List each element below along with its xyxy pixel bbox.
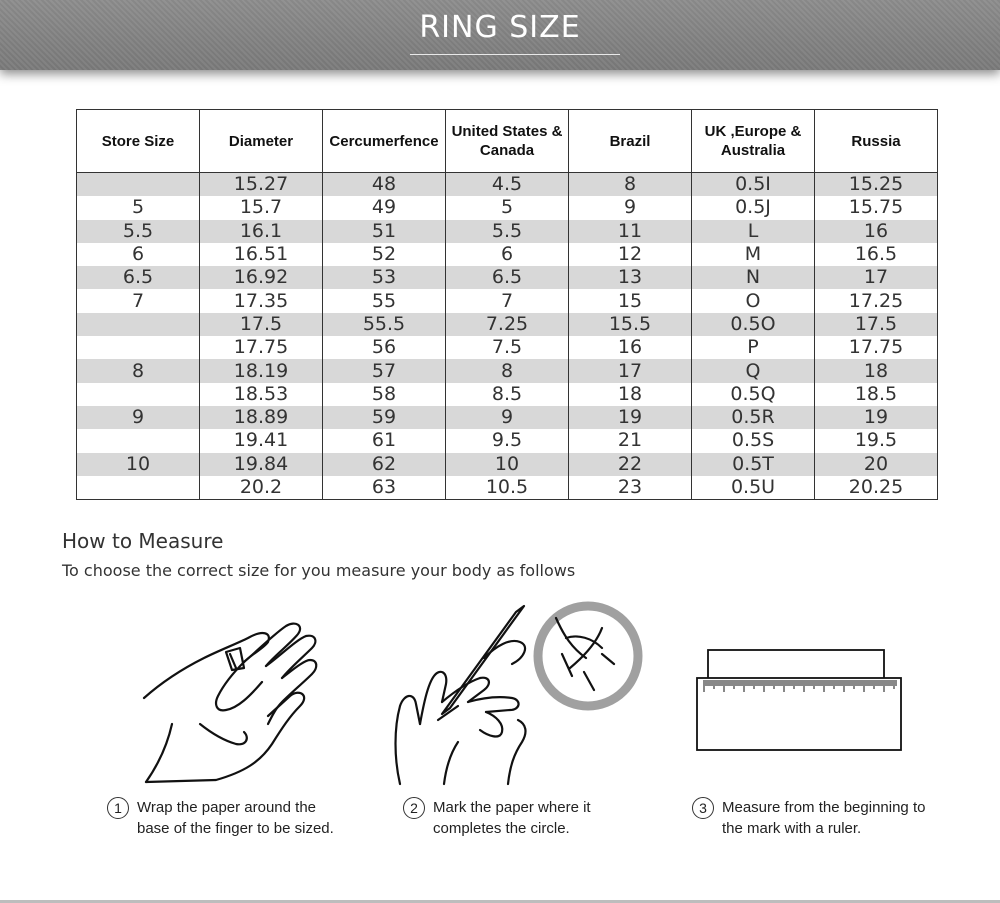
- ruler-illustration: [694, 646, 904, 754]
- table-row: [77, 476, 938, 500]
- table-cell: 10: [446, 453, 569, 476]
- table-cell: 0.5O: [692, 313, 815, 336]
- table-cell: 49: [323, 196, 446, 219]
- table-cell: 19.5: [815, 429, 938, 452]
- column-header: [815, 110, 938, 173]
- table-cell: 9: [569, 196, 692, 219]
- table-cell: 0.5I: [692, 173, 815, 197]
- table-cell: [77, 336, 200, 359]
- ring-size-table: [76, 109, 938, 500]
- column-header-line: Brazil: [609, 132, 651, 150]
- table-row: [77, 336, 938, 359]
- step-text-line: Measure from the beginning to: [722, 799, 926, 816]
- step-text-line: Mark the paper where it: [433, 799, 591, 816]
- table-cell: 16: [569, 336, 692, 359]
- table-cell: 9.5: [446, 429, 569, 452]
- table-cell: 16.51: [200, 243, 323, 266]
- table-row: [77, 196, 938, 219]
- table-row: [77, 406, 938, 429]
- table-cell: 8: [569, 173, 692, 197]
- table-row: [77, 173, 938, 197]
- column-header: [200, 110, 323, 173]
- column-header-line: Diameter: [228, 132, 294, 150]
- table-cell: 56: [323, 336, 446, 359]
- step-number: 1: [107, 797, 129, 819]
- table-row: [77, 429, 938, 452]
- table-cell: 18: [815, 359, 938, 382]
- column-header: [446, 110, 569, 173]
- banner-underline: [410, 54, 620, 55]
- table-cell: 22: [569, 453, 692, 476]
- table-cell: 10.5: [446, 476, 569, 500]
- table-cell: 57: [323, 359, 446, 382]
- table-cell: 0.5S: [692, 429, 815, 452]
- table-header-row: [77, 110, 938, 173]
- table-cell: 15.75: [815, 196, 938, 219]
- table-cell: O: [692, 289, 815, 312]
- table-cell: 6.5: [77, 266, 200, 289]
- table-row: [77, 453, 938, 476]
- table-row: [77, 359, 938, 382]
- table-cell: 20.25: [815, 476, 938, 500]
- step-number: 2: [403, 797, 425, 819]
- table-cell: 16.1: [200, 220, 323, 243]
- table-body: [77, 173, 938, 500]
- step-number: 3: [692, 797, 714, 819]
- table-cell: 15.7: [200, 196, 323, 219]
- column-header-line: Australia: [720, 142, 786, 159]
- table-cell: 15.5: [569, 313, 692, 336]
- table-cell: 62: [323, 453, 446, 476]
- table-cell: 63: [323, 476, 446, 500]
- table-cell: 17.75: [815, 336, 938, 359]
- table-cell: 8: [446, 359, 569, 382]
- table-cell: 8.5: [446, 383, 569, 406]
- table-cell: 5: [446, 196, 569, 219]
- table-cell: 16: [815, 220, 938, 243]
- table-cell: [77, 476, 200, 500]
- table-cell: 5: [77, 196, 200, 219]
- column-header: [569, 110, 692, 173]
- table-cell: 0.5Q: [692, 383, 815, 406]
- table-cell: 4.5: [446, 173, 569, 197]
- table-cell: 7.25: [446, 313, 569, 336]
- table-cell: 9: [446, 406, 569, 429]
- table-cell: 15.27: [200, 173, 323, 197]
- table-row: [77, 266, 938, 289]
- hand-mark-illustration: [388, 598, 644, 786]
- table-cell: 55.5: [323, 313, 446, 336]
- table-cell: 53: [323, 266, 446, 289]
- column-header-line: Store Size: [101, 132, 175, 150]
- table-cell: 18.89: [200, 406, 323, 429]
- table-cell: 5.5: [446, 220, 569, 243]
- table-cell: 6.5: [446, 266, 569, 289]
- table-cell: 55: [323, 289, 446, 312]
- step-text-line: Wrap the paper around the: [137, 799, 317, 816]
- column-header: [323, 110, 446, 173]
- table-cell: 16.92: [200, 266, 323, 289]
- table-cell: 18.19: [200, 359, 323, 382]
- table-cell: Q: [692, 359, 815, 382]
- step-text-line: base of the finger to be sized.: [137, 820, 334, 837]
- title-banner: [0, 0, 1000, 70]
- table-cell: 17.35: [200, 289, 323, 312]
- how-to-measure-heading: How to Measure: [62, 529, 224, 553]
- how-to-measure-subtitle: To choose the correct size for you measure your body as follows: [62, 561, 576, 580]
- step-text-line: the mark with a ruler.: [722, 820, 862, 837]
- table-row: [77, 383, 938, 406]
- table-cell: 17: [815, 266, 938, 289]
- table-cell: 0.5U: [692, 476, 815, 500]
- table-cell: 7.5: [446, 336, 569, 359]
- column-header-line: Cercumerfence: [329, 132, 439, 150]
- table-cell: 15: [569, 289, 692, 312]
- step-2: [403, 797, 643, 841]
- table-cell: 58: [323, 383, 446, 406]
- table-cell: 19: [569, 406, 692, 429]
- table-cell: 17.5: [200, 313, 323, 336]
- table-cell: 0.5R: [692, 406, 815, 429]
- table-row: [77, 289, 938, 312]
- column-header: [692, 110, 815, 173]
- table-cell: 23: [569, 476, 692, 500]
- table-cell: 6: [77, 243, 200, 266]
- table-cell: 5.5: [77, 220, 200, 243]
- table-cell: 61: [323, 429, 446, 452]
- table-cell: 19.84: [200, 453, 323, 476]
- banner-title: RING SIZE: [419, 10, 581, 45]
- table-cell: 52: [323, 243, 446, 266]
- table-cell: 11: [569, 220, 692, 243]
- table-row: [77, 220, 938, 243]
- step-3: [692, 797, 952, 841]
- table-cell: 20.2: [200, 476, 323, 500]
- table-cell: N: [692, 266, 815, 289]
- column-header: [77, 110, 200, 173]
- table-cell: 0.5J: [692, 196, 815, 219]
- table-cell: [77, 173, 200, 197]
- table-cell: 51: [323, 220, 446, 243]
- table-cell: 7: [446, 289, 569, 312]
- table-cell: 9: [77, 406, 200, 429]
- column-header-line: United States &: [451, 123, 563, 140]
- hand-wrap-illustration: [140, 612, 340, 787]
- step-text-line: completes the circle.: [433, 820, 570, 837]
- step-1: [107, 797, 367, 841]
- column-header-line: Russia: [851, 132, 901, 150]
- table-cell: L: [692, 220, 815, 243]
- table-cell: 19: [815, 406, 938, 429]
- table-cell: 7: [77, 289, 200, 312]
- table-cell: 16.5: [815, 243, 938, 266]
- table-cell: 6: [446, 243, 569, 266]
- table-cell: 13: [569, 266, 692, 289]
- table-cell: 10: [77, 453, 200, 476]
- table-cell: 17: [569, 359, 692, 382]
- table-cell: 17.75: [200, 336, 323, 359]
- table-cell: [77, 429, 200, 452]
- table-row: [77, 313, 938, 336]
- table-cell: 18.5: [815, 383, 938, 406]
- column-header-line: UK ,Europe &: [704, 123, 802, 140]
- table-cell: 8: [77, 359, 200, 382]
- table-cell: 19.41: [200, 429, 323, 452]
- table-cell: [77, 383, 200, 406]
- table-cell: 18: [569, 383, 692, 406]
- table-cell: M: [692, 243, 815, 266]
- table-cell: 17.25: [815, 289, 938, 312]
- table-cell: 21: [569, 429, 692, 452]
- table-cell: 48: [323, 173, 446, 197]
- table-cell: 15.25: [815, 173, 938, 197]
- table-cell: 17.5: [815, 313, 938, 336]
- table-cell: 18.53: [200, 383, 323, 406]
- table-cell: [77, 313, 200, 336]
- table-cell: P: [692, 336, 815, 359]
- table-cell: 0.5T: [692, 453, 815, 476]
- table-row: [77, 243, 938, 266]
- table-cell: 59: [323, 406, 446, 429]
- table-cell: 12: [569, 243, 692, 266]
- column-header-line: Canada: [479, 142, 535, 159]
- table-cell: 20: [815, 453, 938, 476]
